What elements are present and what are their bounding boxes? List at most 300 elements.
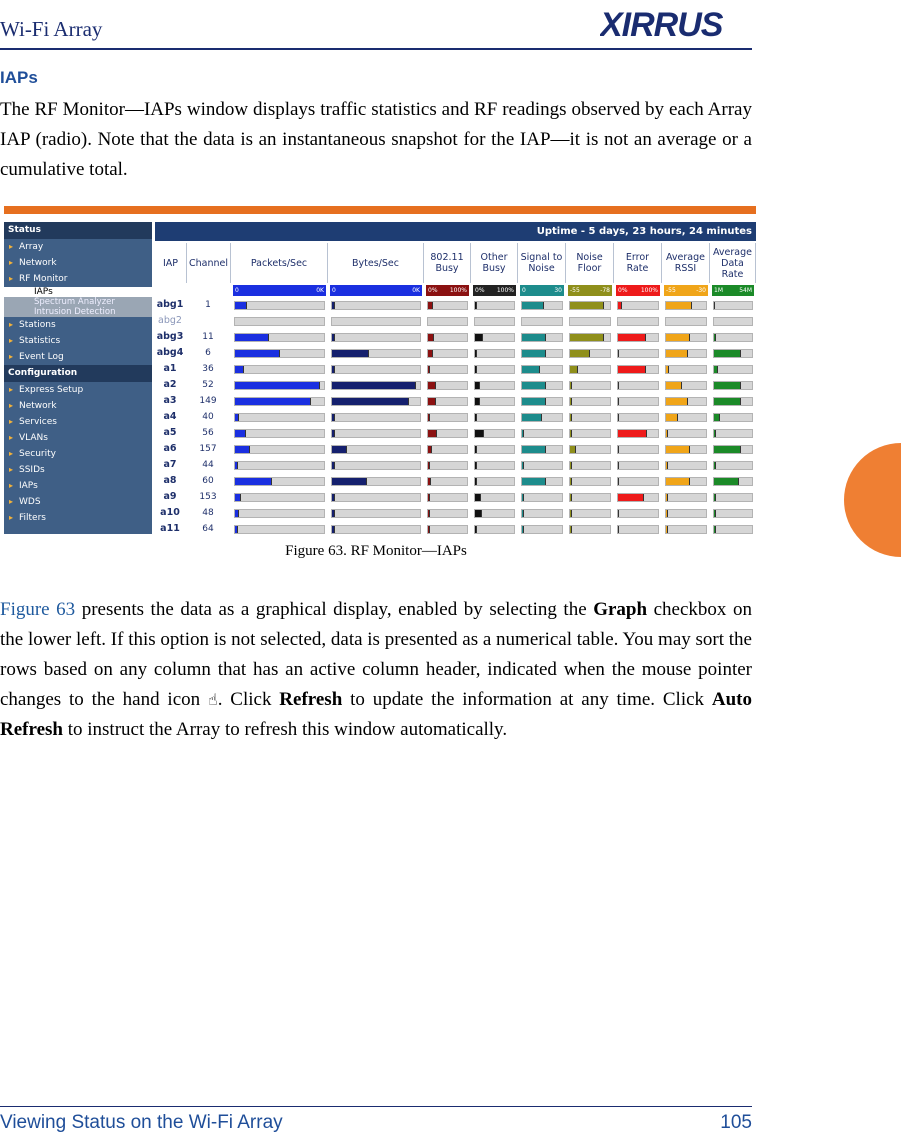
bar-fill [475,334,483,341]
bar-fill [522,334,546,341]
bar-track [521,301,563,310]
bar-fill [332,494,335,501]
column-scale [520,285,564,296]
bar-track [234,477,325,486]
bar-fill [235,478,272,485]
bar-track [569,349,611,358]
bar-track [234,493,325,502]
scale-min: 0% [475,287,485,294]
bar-fill [235,382,320,389]
scale-min: 0 [235,287,239,294]
scale-max: 100% [496,287,514,294]
bar-fill [570,510,572,517]
nav-item[interactable]: ▸ WDS [4,494,152,510]
iap-name[interactable]: a10 [160,507,180,518]
bar-track [427,493,468,502]
bar-fill [522,302,544,309]
bar-fill [666,462,668,469]
sidebar-nav [4,222,152,534]
table-row [155,506,756,521]
iap-channel [187,314,229,328]
bar-fill [332,398,409,405]
bar-track [474,397,515,406]
bar-track [521,333,563,342]
bar-track [234,381,325,390]
body-paragraph [0,595,752,745]
bar-track [665,413,707,422]
bar-track [617,333,659,342]
bar-track [474,477,515,486]
bar-track [713,333,753,342]
bar-track [665,445,707,454]
column-scale [712,285,754,296]
bar-fill [235,414,239,421]
bar-track [427,381,468,390]
bar-track [521,381,563,390]
scale-min: 0% [618,287,628,294]
bar-track [665,461,707,470]
column-scale [473,285,516,296]
bar-track [331,317,421,326]
bar-fill [666,398,688,405]
column-header[interactable]: IAP [155,243,187,283]
bar-fill [475,414,477,421]
bar-track [569,365,611,374]
intro-paragraph: The RF Monitor—IAPs window displays traffic statistics and RF readings observed by each Array IAP (radio). Note that the data is an instantaneous snapshot for the IAP—it is not an average or a cumulative total. [0,99,752,180]
bar-fill [570,478,572,485]
bar-fill [714,398,741,405]
nav-group-label: Status [4,222,152,239]
bar-fill [570,398,572,405]
column-header[interactable]: Bytes/Sec [328,243,424,283]
bar-track [331,477,421,486]
bar-track [617,461,659,470]
bar-fill [522,526,524,533]
bar-track [617,413,659,422]
bar-fill [666,382,682,389]
bar-track [713,413,753,422]
bar-track [665,301,707,310]
bar-track [331,461,421,470]
bar-track [617,525,659,534]
bar-track [474,381,515,390]
bar-fill [332,382,416,389]
bar-fill [235,350,280,357]
bar-track [713,461,753,470]
bar-track [427,509,468,518]
xirrus-logo [600,8,746,42]
bar-fill [475,526,477,533]
figure-link[interactable]: Figure 63 [0,599,76,620]
bar-track [569,477,611,486]
bar-fill [570,382,572,389]
footer-section-title: Viewing Status on the Wi-Fi Array [0,1112,283,1133]
bar-fill [475,446,477,453]
nav-item[interactable]: ▸ Services [4,414,152,430]
nav-item[interactable]: ▸ Array [4,239,152,255]
bar-track [665,509,707,518]
bar-fill [618,446,619,453]
scale-max: -78 [600,287,610,294]
bar-track [617,349,659,358]
nav-item[interactable]: ▸ Stations [4,317,152,333]
bar-fill [570,462,572,469]
bar-track [617,477,659,486]
bar-fill [714,366,718,373]
bar-track [617,301,659,310]
nav-item[interactable]: ▸ RF Monitor [4,271,152,287]
iap-name[interactable]: a11 [160,523,180,534]
bar-track [569,413,611,422]
bar-fill [332,366,335,373]
bar-fill [618,430,647,437]
rf-monitor-screenshot [4,206,756,534]
refresh-term: Refresh [279,689,343,710]
bar-track [713,301,753,310]
table-row [155,474,756,489]
bar-fill [235,334,269,341]
bar-fill [428,462,430,469]
bar-track [665,477,707,486]
column-header[interactable]: Error Rate [614,243,662,283]
bar-fill [522,382,546,389]
bar-fill [618,382,619,389]
bar-track [665,493,707,502]
bar-track [713,509,753,518]
bar-fill [666,494,668,501]
bar-track [474,333,515,342]
bar-track [234,365,325,374]
nav-item[interactable]: ▸ Security [4,446,152,462]
bar-track [234,461,325,470]
bar-track [474,317,515,326]
nav-group-label: Configuration [4,365,152,382]
bar-fill [714,526,716,533]
bar-fill [714,430,716,437]
bar-track [665,333,707,342]
bar-fill [475,430,484,437]
body-text-5: to instruct the Array to refresh this window automatically. [62,719,508,740]
scale-min: 0% [428,287,438,294]
bar-fill [235,302,247,309]
bar-fill [570,302,604,309]
column-scale [664,285,708,296]
nav-item[interactable]: ▸ Statistics [4,333,152,349]
bar-track [617,317,659,326]
bar-fill [522,478,546,485]
bar-fill [235,398,311,405]
bar-fill [428,398,436,405]
nav-item[interactable]: ▸ Event Log [4,349,152,365]
bar-track [427,461,468,470]
bar-fill [618,398,619,405]
scale-max: -30 [696,287,706,294]
bar-fill [522,398,546,405]
bar-track [427,397,468,406]
bar-track [521,349,563,358]
bar-fill [475,366,477,373]
bar-fill [475,382,480,389]
header-rule [0,48,752,50]
iap-name[interactable]: a6 [163,443,177,454]
iap-channel: 1 [205,300,211,310]
bar-track [665,397,707,406]
iap-name[interactable]: a1 [163,363,177,374]
bar-track [713,477,753,486]
running-header-title: Wi-Fi Array [0,17,103,41]
footer-rule [0,1106,752,1107]
scale-min: 0 [522,287,526,294]
nav-item[interactable]: Intrusion Detection [4,307,152,317]
table-row [155,362,756,377]
nav-item[interactable]: IAPs [4,287,152,297]
bar-fill [428,414,430,421]
bar-fill [714,478,739,485]
bar-track [665,429,707,438]
bar-track [521,429,563,438]
iap-name[interactable]: a8 [163,475,177,486]
column-header[interactable]: Channel [187,243,231,283]
column-header[interactable]: 802.11 Busy [424,243,471,283]
bar-fill [428,366,430,373]
iap-channel: 48 [202,508,214,518]
bar-fill [475,398,480,405]
nav-item[interactable]: ▸ Network [4,255,152,271]
bar-track [713,445,753,454]
iap-channel: 44 [202,460,214,470]
iap-channel: 64 [202,524,214,534]
bar-fill [475,462,477,469]
nav-item[interactable]: ▸ VLANs [4,430,152,446]
iap-name[interactable]: a2 [163,379,177,390]
bar-track [234,317,325,326]
bar-fill [714,494,716,501]
bar-track [665,317,707,326]
iap-channel: 6 [205,348,211,358]
bar-fill [332,430,335,437]
bar-fill [522,430,524,437]
bar-fill [618,462,619,469]
column-scale [233,285,326,296]
bar-fill [570,350,590,357]
bar-fill [235,446,250,453]
bar-fill [714,510,716,517]
iap-name[interactable]: a7 [163,459,177,470]
bar-track [474,301,515,310]
bar-fill [666,366,669,373]
bar-track [569,445,611,454]
column-header[interactable]: Noise Floor [566,243,614,283]
graph-term: Graph [593,599,648,620]
body-text-3: . Click [217,689,280,710]
bar-fill [428,510,430,517]
iap-channel: 153 [199,492,217,502]
table-row [155,490,756,505]
iap-name[interactable]: abg4 [156,347,184,358]
bar-fill [570,526,572,533]
page-number: 105 [720,1112,752,1133]
bar-fill [235,366,244,373]
bar-track [474,445,515,454]
bar-track [331,397,421,406]
bar-track [617,445,659,454]
bar-track [617,381,659,390]
iap-channel: 11 [202,332,214,342]
bar-track [713,429,753,438]
bar-track [569,493,611,502]
bar-track [234,445,325,454]
bar-track [427,349,468,358]
bar-fill [570,366,578,373]
iap-name[interactable]: abg2 [158,315,182,326]
nav-item[interactable]: ▸ Filters [4,510,152,526]
column-header[interactable]: Average RSSI [662,243,710,283]
column-header[interactable]: Packets/Sec [231,243,328,283]
bar-track [331,445,421,454]
bar-fill [428,494,430,501]
bar-track [427,525,468,534]
bar-track [474,493,515,502]
bar-track [713,381,753,390]
bar-fill [618,510,619,517]
bar-fill [428,526,430,533]
column-scale [616,285,660,296]
bar-fill [522,366,540,373]
bar-track [569,317,611,326]
column-header[interactable]: Other Busy [471,243,518,283]
bar-fill [666,334,690,341]
table-row [155,442,756,457]
bar-track [521,461,563,470]
bar-fill [332,446,347,453]
bar-track [713,397,753,406]
bar-track [331,365,421,374]
bar-fill [522,350,546,357]
bar-fill [618,414,619,421]
bar-fill [332,414,335,421]
iap-name[interactable]: abg1 [156,299,184,310]
bar-track [427,317,468,326]
column-header[interactable]: Average Data Rate [710,243,756,283]
bar-fill [618,478,619,485]
bar-track [234,333,325,342]
bar-track [474,429,515,438]
table-row [155,346,756,361]
bar-fill [475,302,477,309]
nav-item[interactable]: ▸ SSIDs [4,462,152,478]
bar-track [427,301,468,310]
nav-item[interactable]: ▸ Network [4,398,152,414]
bar-fill [570,430,572,437]
nav-item[interactable]: ▸ IAPs [4,478,152,494]
bar-track [331,509,421,518]
table-row [155,458,756,473]
bar-fill [522,446,546,453]
bar-fill [666,414,678,421]
iap-name[interactable]: a4 [163,411,177,422]
bar-fill [428,382,436,389]
bar-fill [714,446,741,453]
bar-fill [235,430,246,437]
scale-min: 1M [714,287,723,294]
column-scale [568,285,612,296]
bar-fill [522,510,524,517]
nav-item[interactable]: ▸ Express Setup [4,382,152,398]
scale-max: 100% [449,287,467,294]
bar-track [521,525,563,534]
bar-track [713,349,753,358]
iap-name[interactable]: abg3 [156,331,184,342]
bar-track [234,429,325,438]
uptime-banner: Uptime - 5 days, 23 hours, 24 minutes [155,222,756,241]
bar-fill [618,366,646,373]
bar-track [569,397,611,406]
bar-fill [428,350,433,357]
iap-name[interactable]: a5 [163,427,177,438]
bar-track [331,413,421,422]
bar-fill [428,334,434,341]
bar-track [427,333,468,342]
bar-fill [570,494,572,501]
figure-top-stripe [4,208,756,214]
scale-min: 0 [332,287,336,294]
section-heading: IAPs [0,68,38,87]
bar-fill [666,478,690,485]
bar-track [331,333,421,342]
bar-track [569,509,611,518]
bar-track [234,397,325,406]
bar-fill [332,478,367,485]
bar-track [474,461,515,470]
iap-name[interactable]: a3 [163,395,177,406]
bar-track [569,333,611,342]
scale-min: -55 [570,287,580,294]
scale-min: -55 [666,287,676,294]
bar-track [474,509,515,518]
iap-name[interactable]: a9 [163,491,177,502]
bar-fill [235,494,241,501]
bar-track [521,397,563,406]
bar-track [474,365,515,374]
bar-track [617,429,659,438]
bar-track [234,413,325,422]
bar-track [713,365,753,374]
nav-item[interactable]: Spectrum Analyzer [4,297,152,307]
bar-fill [570,334,604,341]
bar-track [617,509,659,518]
bar-fill [332,302,335,309]
svg-text:XIRRUS: XIRRUS [600,8,723,42]
iap-channel: 56 [202,428,214,438]
hand-pointer-icon: ☝ [207,690,218,709]
figure-caption: Figure 63. RF Monitor—IAPs [285,543,467,559]
column-scale [330,285,422,296]
bar-track [521,477,563,486]
bar-track [569,429,611,438]
bar-track [331,301,421,310]
bar-track [617,365,659,374]
bar-track [427,429,468,438]
bar-track [234,525,325,534]
bar-fill [332,526,335,533]
bar-fill [666,350,688,357]
bar-track [474,349,515,358]
bar-fill [714,382,741,389]
column-header[interactable]: Signal to Noise [518,243,566,283]
iap-channel: 149 [199,396,217,406]
column-scale [426,285,469,296]
bar-track [521,493,563,502]
